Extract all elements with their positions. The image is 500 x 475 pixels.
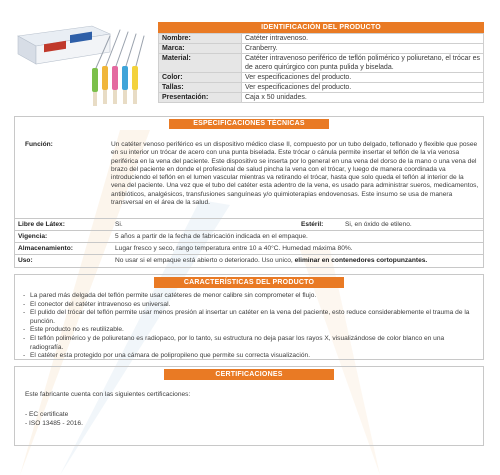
ident-value: Caja x 50 unidades.	[242, 93, 484, 103]
uso-row	[15, 255, 483, 267]
certificacion-item: - EC certificate	[25, 411, 69, 419]
almacenamiento-value: Lugar fresco y seco, rango temperatura entre 10 a 40°C. Humedad máxima 80%.	[115, 245, 353, 252]
esteril-value: Si, en óxido de etileno.	[345, 221, 412, 228]
ident-key: Nombre:	[159, 34, 242, 44]
ident-value: Ver especificaciones del producto.	[242, 73, 484, 83]
product-image	[14, 22, 148, 120]
uso-value	[115, 257, 427, 265]
especificaciones-section	[14, 116, 484, 268]
esteril-label: Estéril:	[301, 221, 324, 228]
list-item: - El pulido del trócar del teflón permite usar menos presión al insertar un catéter en la vena del paciente, esto reduce considerablemente el trauma de la punción.	[21, 309, 477, 326]
vigencia-value: 5 años a partir de la fecha de fabricación indicada en el empaque.	[115, 233, 308, 240]
certificacion-item: - ISO 13485 - 2016.	[25, 419, 83, 427]
vigencia-label: Vigencia:	[18, 233, 48, 240]
certificaciones-intro: Este fabricante cuenta con las siguientes certificaciones:	[25, 391, 191, 398]
almacenamiento-row	[15, 243, 483, 255]
list-item: - El teflón polimérico y de poliuretano es radiopaco, por lo tanto, su estructura no deja pasar los rayos X, visualizándose de color blanco en una radiografía.	[21, 335, 477, 352]
latex-value: Si.	[115, 221, 123, 228]
latex-row	[15, 219, 483, 231]
uso-text: No usar si el empaque está abierto o deteriorado. Uso unico,	[115, 257, 295, 264]
funcion-text: Un catéter venoso periférico es un dispositivo médico clase II, compuesto por un tubo delgado, teflonado y flexible que posee en su interior un trócar de acero con una punta biselada. Este trócar o cánula permite insertar el teflón de la vía venosa periférica en la vena del paciente. Este dispositivo se inserta por lo general en una vena del dorso de la mano o una vena del brazo del paciente en donde el profesional de salud pincha la vena con el trócar, y luego de manera coordinada va introduciendo el teflón en el lumen vascular mientras va retirando el trócar, hasta que solo queda el teflón al interior de la vena del paciente. Una vez que el tubo del catéter esta adentro de la vena, es usado para administrar sueros, medicamentos, antibióticos, analgésicos, transfusiones sanguíneas y/o quimioterapias endovenosas. Este insumo se usa de manera transversal en el área de la salud.	[111, 141, 479, 207]
product-box	[18, 26, 110, 64]
vigencia-row	[15, 231, 483, 243]
uso-text-bold: eliminar en contenedores cortopunzantes.	[294, 257, 428, 264]
almacenamiento-label: Almacenamiento:	[18, 245, 73, 252]
ident-row-presentacion	[159, 93, 484, 103]
identificacion-table	[158, 33, 484, 103]
ident-key: Color:	[159, 73, 242, 83]
ident-row-color	[159, 73, 484, 83]
ident-key: Presentación:	[159, 93, 242, 103]
identificacion-header: IDENTIFICACIÓN DEL PRODUCTO	[158, 22, 484, 33]
ident-key: Tallas:	[159, 83, 242, 93]
certificaciones-header: CERTIFICACIONES	[164, 369, 334, 380]
ident-row-nombre	[159, 34, 484, 44]
ident-row-material	[159, 54, 484, 73]
ident-value: Catéter intravenoso periférico de teflón polimérico y poliuretano, el trócar es de acero quirúrgico con punta pulida y biselada.	[242, 54, 484, 73]
ident-value: Cranberry.	[242, 44, 484, 54]
ident-value: Ver especificaciones del producto.	[242, 83, 484, 93]
latex-label: Libre de Látex:	[18, 221, 65, 228]
list-item: - Este producto no es reutilizable.	[21, 326, 477, 335]
caracteristicas-section	[14, 274, 484, 360]
ident-key: Marca:	[159, 44, 242, 54]
ident-row-tallas	[159, 83, 484, 93]
ident-value: Catéter intravenoso.	[242, 34, 484, 44]
caracteristicas-header: CARACTERÍSTICAS DEL PRODUCTO	[154, 277, 344, 288]
uso-label: Uso:	[18, 257, 33, 264]
list-item: - La pared más delgada del teflón permite usar catéteres de menor calibre sin comprometer el flujo.	[21, 292, 477, 301]
certificaciones-section	[14, 366, 484, 446]
funcion-row	[15, 130, 483, 219]
especificaciones-header: ESPECIFICACIONES TÉCNICAS	[169, 119, 329, 129]
list-item: - El catéter esta protegido por una cámara de polipropileno que permite su correcta visualización.	[21, 352, 477, 361]
list-item: - El conector del catéter intravenoso es universal.	[21, 301, 477, 310]
ident-key: Material:	[159, 54, 242, 73]
funcion-label: Función:	[25, 141, 53, 148]
ident-row-marca	[159, 44, 484, 54]
caracteristicas-list	[15, 288, 483, 361]
